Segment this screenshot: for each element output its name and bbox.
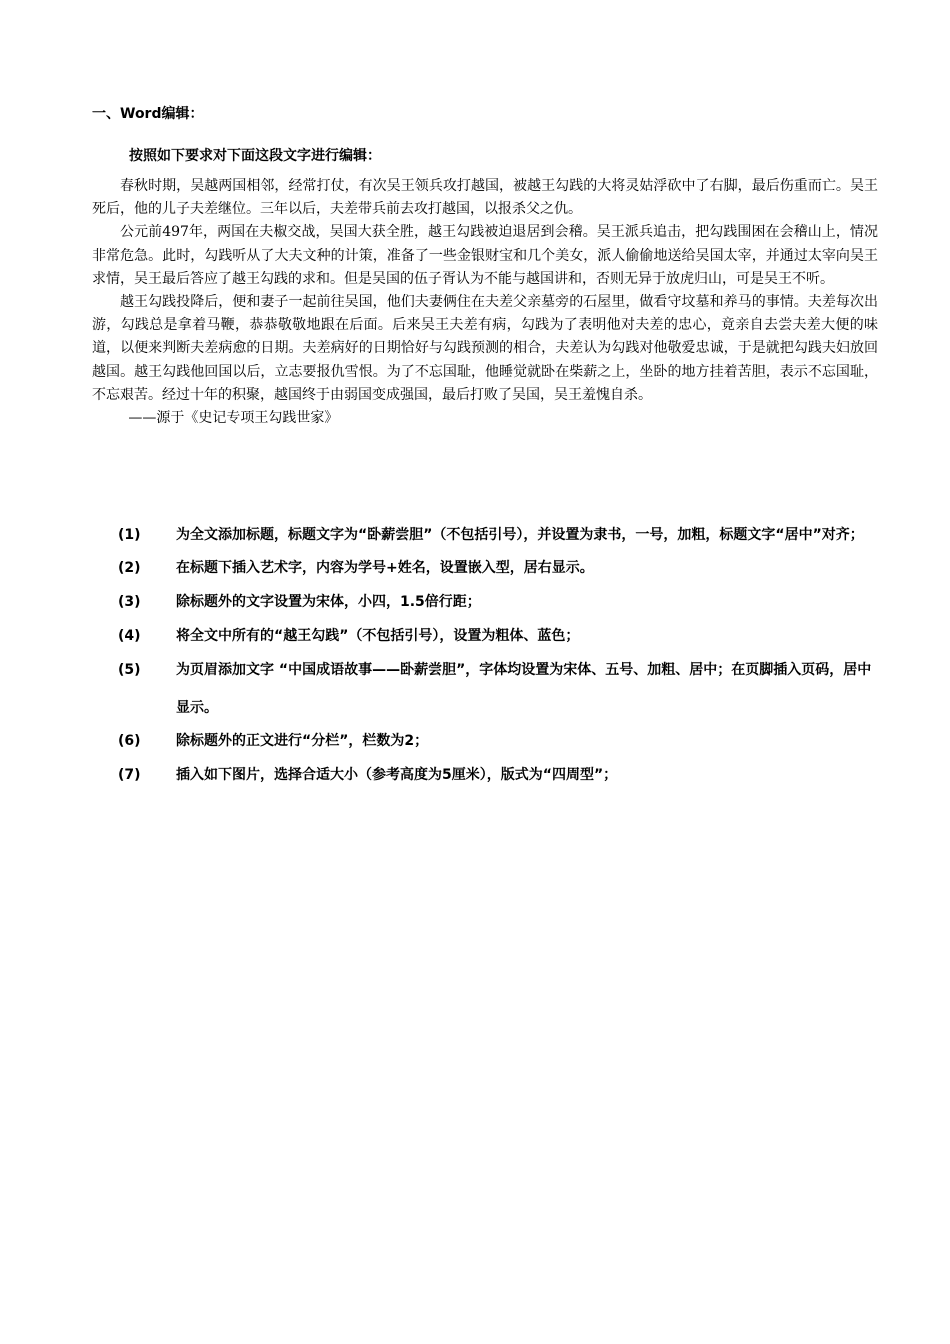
task-list <box>118 523 878 797</box>
task-number: (3) <box>118 594 141 610</box>
task-item <box>118 523 878 554</box>
task-text: 除标题外的正文进行“分栏”，栏数为2； <box>176 733 429 749</box>
task-item <box>118 658 878 727</box>
task-text: 除标题外的文字设置为宋体，小四，1.5倍行距； <box>176 594 481 610</box>
task-number: (4) <box>118 628 141 644</box>
task-number: (6) <box>118 733 141 749</box>
task-number: (5) <box>118 662 141 678</box>
task-text: 插入如下图片，选择合适大小（参考高度为5厘米），版式为“四周型”； <box>176 767 618 783</box>
task-item <box>118 556 878 580</box>
task-number: (7) <box>118 767 141 783</box>
task-text: 将全文中所有的“越王勾践”（不包括引号），设置为粗体、蓝色； <box>176 628 580 644</box>
task-number: (1) <box>118 527 141 543</box>
task-number: (2) <box>118 560 141 576</box>
article-paragraph-1: 春秋时期，吴越两国相邻，经常打仗，有次吴王领兵攻打越国，被越王勾践的大将灵姑浮砍中了右脚，最后伤重而亡。吴王死后，他的儿子夫差继位。三年以后，夫差带兵前去攻打越国，以报杀父之仇。 <box>92 178 878 218</box>
task-item <box>118 729 878 753</box>
article-paragraph-3: 越王勾践投降后，便和妻子一起前往吴国，他们夫妻俩住在夫差父亲墓旁的石屋里，做看守坟墓和养马的事情。夫差每次出游，勾践总是拿着马鞭，恭恭敬敬地跟在后面。后来吴王夫差有病，勾践为了表明他对夫差的忠心，竟亲自去尝夫差大便的味道，以便来判断夫差病愈的日期。夫差病好的日期恰好与勾践预测的相合，夫差认为勾践对他敬爱忠诚，于是就把勾践夫妇放回越国。越王勾践他回国以后，立志要报仇雪恨。为了不忘国耻，他睡觉就卧在柴薪之上，坐卧的地方挂着苦胆，表示不忘国耻，不忘艰苦。经过十年的积聚，越国终于由弱国变成强国，最后打败了吴国，吴王羞愧自杀。 <box>92 294 878 403</box>
task-item <box>118 763 878 787</box>
task-item <box>118 590 878 614</box>
article-body <box>92 175 878 430</box>
task-text: 为全文添加标题，标题文字为“卧薪尝胆”（不包括引号），并设置为隶书，一号，加粗，标题文字“居中”对齐； <box>176 527 864 543</box>
section-heading: 一、Word编辑： <box>92 106 204 122</box>
task-item <box>118 624 878 648</box>
task-text: 在标题下插入艺术字，内容为学号+姓名，设置嵌入型，居右显示。 <box>176 560 594 576</box>
article-source: ——源于《史记专项王勾践世家》 <box>128 410 339 427</box>
task-text: 为页眉添加文字 “中国成语故事——卧薪尝胆”，字体均设置为宋体、五号、加粗、居中；在页脚插入页码，居中显示。 <box>176 662 872 716</box>
instruction-heading: 按照如下要求对下面这段文字进行编辑： <box>129 148 381 164</box>
article-paragraph-2: 公元前497年，两国在夫椒交战，吴国大获全胜，越王勾践被迫退居到会稽。吴王派兵追击，把勾践围困在会稽山上，情况非常危急。此时，勾践听从了大夫文种的计策，准备了一些金银财宝和几个美女，派人偷偷地送给吴国太宰，并通过太宰向吴王求情，吴王最后答应了越王勾践的求和。但是吴国的伍子胥认为不能与越国讲和，否则无异于放虎归山，可是吴王不听。 <box>92 224 878 287</box>
